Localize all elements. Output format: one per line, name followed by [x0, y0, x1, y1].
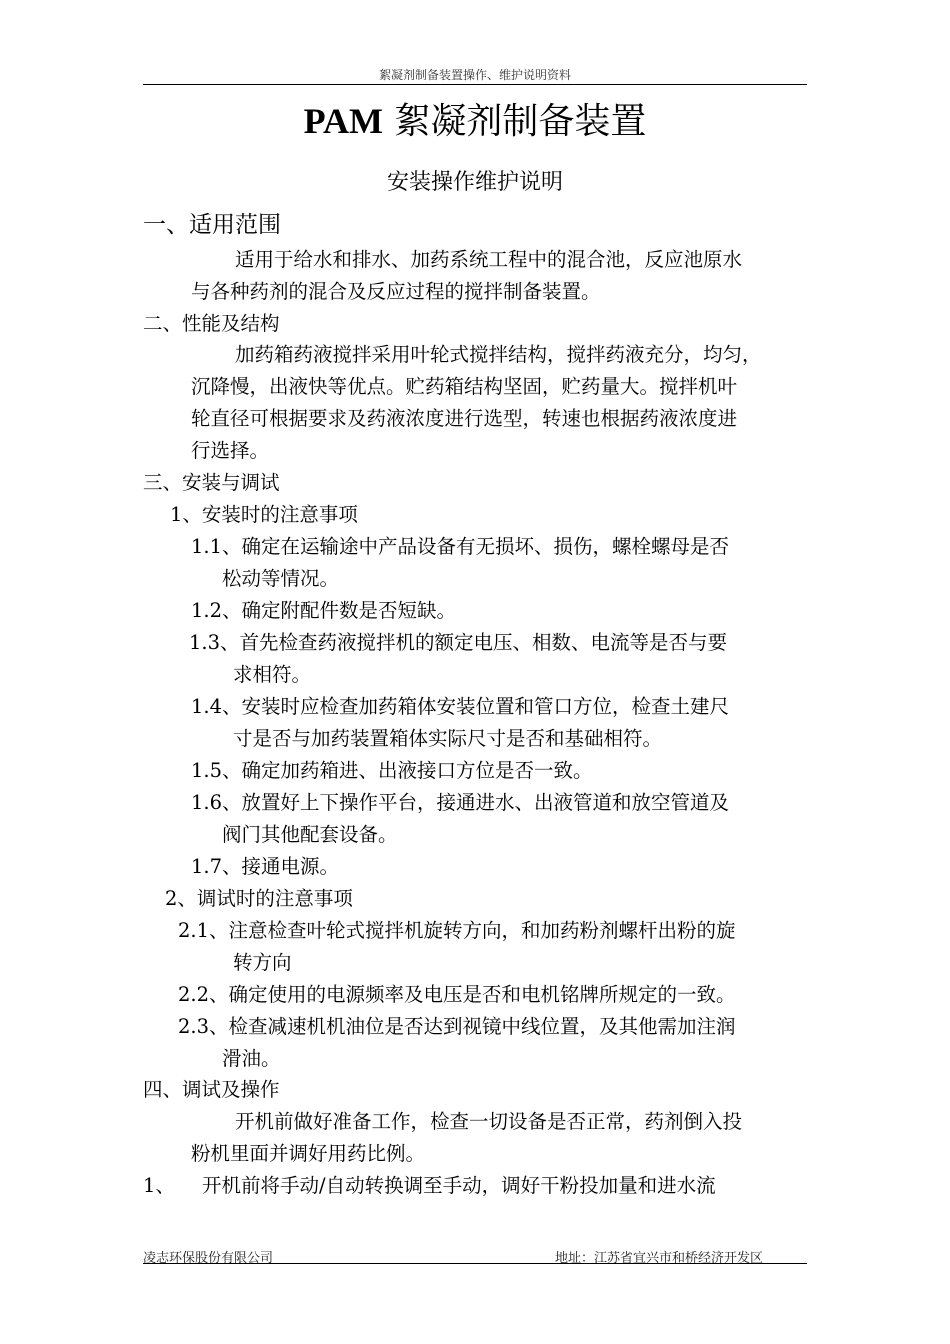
list-item-1-4-cont: 寸是否与加药装置箱体实际尺寸是否和基础相符。 — [233, 727, 663, 750]
section-heading-installation: 三、安装与调试 — [143, 471, 280, 494]
footer-address: 地址：江苏省宜兴市和桥经济开发区 — [555, 1251, 764, 1266]
section-heading-performance: 二、性能及结构 — [143, 312, 280, 335]
list-item-1-1: 1.1、确定在运输途中产品设备有无损坏、损伤，螺栓螺母是否 — [191, 535, 730, 558]
document-title — [143, 96, 807, 147]
list-item-1-7: 1.7、接通电源。 — [191, 855, 340, 878]
subsection-heading-install-notes: 1、安装时的注意事项 — [170, 503, 358, 526]
list-item-1-1-cont: 松动等情况。 — [222, 567, 340, 590]
subsection-heading-debug-notes: 2、调试时的注意事项 — [165, 887, 353, 910]
list-item-1-2: 1.2、确定附配件数是否短缺。 — [191, 599, 457, 622]
footer-rule — [143, 1263, 807, 1264]
list-item-1-5: 1.5、确定加药箱进、出液接口方位是否一致。 — [191, 759, 593, 782]
paragraph-line: 粉机里面并调好用药比例。 — [191, 1142, 426, 1165]
paragraph-line: 沉降慢，出液快等优点。贮药箱结构坚固，贮药量大。搅拌机叶 — [191, 375, 738, 398]
paragraph-line: 轮直径可根据要求及药液浓度进行选型，转速也根据药液浓度进 — [191, 407, 738, 430]
list-item-2-1-cont: 转方向 — [233, 951, 292, 974]
list-item-1-6-cont: 阀门其他配套设备。 — [222, 823, 398, 846]
footer-company: 凌志环保股份有限公司 — [143, 1251, 274, 1266]
list-item-2-2: 2.2、确定使用的电源频率及电压是否和电机铭牌所规定的一致。 — [178, 983, 736, 1006]
document-subtitle: 安装操作维护说明 — [386, 170, 563, 195]
list-item-1-3: 1.3、首先检查药液搅拌机的额定电压、相数、电流等是否与要 — [189, 631, 728, 654]
paragraph-line: 开机前做好准备工作，检查一切设备是否正常，药剂倒入投 — [235, 1110, 743, 1133]
list-item-2-1: 2.1、注意检查叶轮式搅拌机旋转方向，和加药粉剂螺杆出粉的旋 — [178, 919, 736, 942]
list-item-2-3-cont: 滑油。 — [222, 1047, 281, 1070]
title-main: 絮凝剂制备装置 — [382, 101, 647, 142]
paragraph-line: 加药箱药液搅拌采用叶轮式搅拌结构，搅拌药液充分，均匀， — [235, 343, 762, 366]
paragraph-line: 与各种药剂的混合及反应过程的搅拌制备装置。 — [191, 280, 601, 303]
title-prefix: PAM — [303, 101, 383, 141]
list-item-1-4: 1.4、安装时应检查加药箱体安装位置和管口方位，检查土建尺 — [191, 695, 730, 718]
list-item-1-3-cont: 求相符。 — [233, 663, 312, 686]
list-item-2-3: 2.3、检查减速机机油位是否达到视镜中线位置，及其他需加注润 — [178, 1015, 736, 1038]
list-item-1-6: 1.6、放置好上下操作平台，接通进水、出液管道和放空管道及 — [191, 791, 730, 814]
section-heading-operation: 四、调试及操作 — [143, 1078, 280, 1101]
paragraph-line: 适用于给水和排水、加药系统工程中的混合池，反应池原水 — [235, 248, 743, 271]
step-text: 开机前将手动/自动转换调至手动，调好干粉投加量和进水流 — [202, 1174, 716, 1197]
paragraph-line: 行选择。 — [191, 439, 270, 462]
running-header: 絮凝剂制备装置操作、维护说明资料 — [378, 68, 571, 82]
header-rule — [143, 84, 807, 85]
step-number: 1、 — [143, 1174, 175, 1197]
section-heading-scope: 一、适用范围 — [143, 212, 281, 238]
